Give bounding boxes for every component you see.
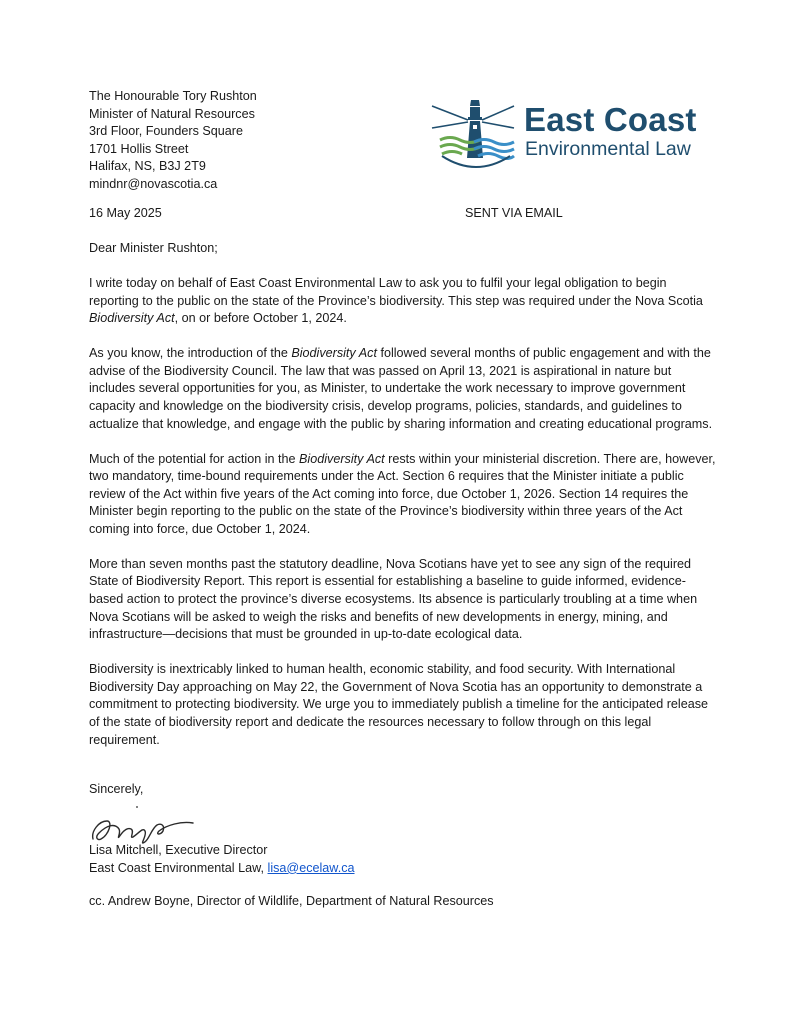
recipient-city: Halifax, NS, B3J 2T9 bbox=[89, 159, 206, 174]
lighthouse-icon bbox=[430, 98, 520, 170]
recipient-floor: 3rd Floor, Founders Square bbox=[89, 124, 244, 139]
signer-info bbox=[89, 842, 355, 877]
signature-block bbox=[89, 781, 719, 875]
paragraph-1-text-end: , on or before October 1, 2024. bbox=[174, 311, 347, 326]
paragraph-1-text: I write today on behalf of East Coast Environmental Law to ask you to fulfil your legal obligation to begin reporting to the public on the state of the Province’s biodiversity. This step was required under the Nova Scotia bbox=[89, 275, 703, 308]
date-line bbox=[89, 205, 709, 222]
paragraph-1 bbox=[89, 275, 719, 328]
paragraph-4: More than seven months past the statutory deadline, Nova Scotians have yet to see any sign of the required State of Biodiversity Report. This report is essential for establishing a baseline to guide informed, evidence-based action to protect the province’s diverse ecosystems. Its absence is particularly troubling at a time when Nova Scotians will be asked to weigh the risks and benefits of new developments in energy, mining, and infrastructure—decisions that must be grounded in up-to-date ecological data. bbox=[89, 556, 698, 642]
cc-line: cc. Andrew Boyne, Director of Wildlife, Department of Natural Resources bbox=[89, 894, 494, 908]
recipient-title: Minister of Natural Resources bbox=[89, 106, 255, 121]
recipient-name: The Honourable Tory Rushton bbox=[89, 89, 257, 103]
paragraph-3-text: Much of the potential for action in the bbox=[89, 451, 300, 466]
letter-body bbox=[89, 240, 719, 767]
recipient-email: mindnr@novascotia.ca bbox=[89, 176, 218, 191]
signer-org: East Coast Environmental Law, bbox=[89, 860, 268, 875]
act-name: Biodiversity Act bbox=[299, 451, 385, 466]
act-name: Biodiversity Act bbox=[89, 311, 175, 326]
letter-date: 16 May 2025 bbox=[89, 206, 162, 220]
salutation: Dear Minister Rushton; bbox=[89, 241, 218, 255]
signer-email-link[interactable]: lisa@ecelaw.ca bbox=[267, 860, 355, 875]
paragraph-3 bbox=[89, 451, 719, 539]
recipient-address bbox=[89, 88, 257, 194]
logo-wordmark-line2: Environmental Law bbox=[525, 138, 691, 160]
paragraph-3-text-end: rests within your ministerial discretion. There are, however, two mandatory, time-bound requirements under the Act. Section 6 requires that the Minister initiate a public review of the Act within five years of the Act coming into force, due October 1, 2026. Section 14 requires the Minister begin reporting to the public on the state of the Province’s biodiversity within three years of the Act coming into force, due October 1, 2024. bbox=[89, 451, 716, 536]
closing: Sincerely, bbox=[89, 782, 144, 796]
sent-via-email: SENT VIA EMAIL bbox=[465, 206, 563, 220]
paragraph-5: Biodiversity is inextricably linked to human health, economic stability, and food security. With International Biodiversity Day approaching on May 22, the Government of Nova Scotia has an opportunity to demonstrate a commitment to protecting biodiversity. We urge you to immediately publish a timeline for the anticipated release of the state of biodiversity report and dedicate the resources necessary to follow through on this legal requirement. bbox=[89, 662, 709, 747]
paragraph-2 bbox=[89, 345, 719, 433]
recipient-street: 1701 Hollis Street bbox=[89, 141, 189, 156]
signer-org-line bbox=[89, 860, 355, 878]
ecelaw-logo bbox=[430, 98, 730, 170]
paragraph-2-text: As you know, the introduction of the bbox=[89, 346, 292, 361]
handwritten-signature bbox=[89, 803, 199, 845]
logo-wordmark-line1: East Coast bbox=[524, 101, 697, 138]
signer-name-title: Lisa Mitchell, Executive Director bbox=[89, 843, 268, 857]
paragraph-2-text-end: followed several months of public engagement and with the advise of the Biodiversity Council. The law that was passed on April 13, 2021 is aspirational in nature but includes several opportunities for you, as Minister, to undertake the work necessary to improve government capacity and knowledge on the biodiversity crisis, develop programs, policies, standards, and guidelines to actualize that knowledge, and engage with the public by sharing information and creating educational programs. bbox=[89, 346, 713, 431]
act-name: Biodiversity Act bbox=[291, 346, 377, 361]
